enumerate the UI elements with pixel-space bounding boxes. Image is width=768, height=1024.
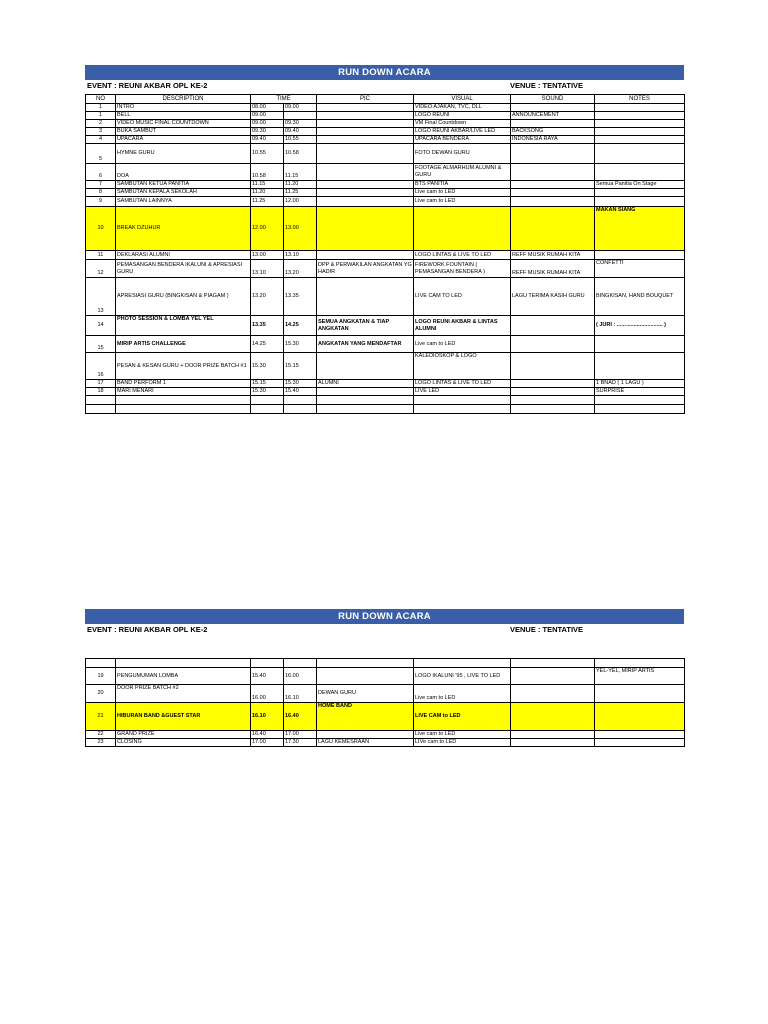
row-no: 22 [86,731,116,739]
row-visual [414,207,511,251]
row-visual: Live cam to LED [414,685,511,703]
row-time-end: 13.10 [284,251,317,260]
row-notes: MAKAN SIANG [595,207,685,251]
header-sound: SOUND [511,95,595,104]
table-header-row [86,95,685,104]
row-description: PHOTO SESSION & LOMBA YEL YEL [116,316,251,336]
rundown-sheet-2 [85,609,684,747]
table-row [86,164,685,181]
table-row-highlight [86,207,685,251]
row-description: PENGUMUMAN LOMBA [116,668,251,685]
row-sound [511,189,595,197]
row-description: SAMBUTAN KETUA PANITIA [116,181,251,189]
row-time-start: 13.10 [251,260,284,278]
row-description: DEKLARASI ALUMNI [116,251,251,260]
row-pic: ALUMNI [317,380,414,388]
venue-label: VENUE : TENTATIVE [510,81,584,90]
row-sound [511,703,595,731]
row-description: INTRO [116,104,251,112]
row-sound [511,739,595,747]
table-row [86,380,685,388]
row-sound [511,668,595,685]
empty-row [86,659,685,668]
row-notes: BINGKISAN, HAND BOUQUET [595,278,685,316]
row-notes [595,197,685,207]
row-time-end: 12.00 [284,197,317,207]
row-time-start: 09.40 [251,136,284,144]
row-time-start: 16.10 [251,703,284,731]
row-no: 3 [86,128,116,136]
row-time-start: 17.00 [251,739,284,747]
table-row [86,189,685,197]
row-no: 20 [86,685,116,703]
row-visual: Live cam to LED [414,189,511,197]
table-row [86,181,685,189]
row-time-start: 15.30 [251,353,284,380]
row-notes [595,739,685,747]
table-row [86,278,685,316]
row-visual: FOTO DEWAN GURU [414,144,511,164]
table-row [86,739,685,747]
table-row [86,128,685,136]
row-no: 9 [86,197,116,207]
row-time-end: 13.00 [284,207,317,251]
row-notes [595,336,685,353]
row-notes [595,136,685,144]
row-sound: REFF MUSIK RUMAH KITA [511,251,595,260]
row-sound: REFF MUSIK RUMAH KITA [511,260,595,278]
row-time-end [284,112,317,120]
row-visual: LOGO LINTAS & LIVE TO LED [414,251,511,260]
row-sound [511,164,595,181]
row-description: BAND PERFORM 1 [116,380,251,388]
row-pic: DEWAN GURU [317,685,414,703]
header-notes: NOTES [595,95,685,104]
row-visual: FOOTAGE ALMARHUM ALUMNI & GURU [414,164,511,181]
row-pic: LAGU KEMESRAAN [317,739,414,747]
row-description: DOA [116,164,251,181]
row-visual: LIVE CAM to LED [414,703,511,731]
row-time-end: 15.30 [284,380,317,388]
row-notes [595,703,685,731]
row-time-end: 17.30 [284,739,317,747]
row-description: BELL [116,112,251,120]
table-row [86,668,685,685]
row-time-end: 15.40 [284,388,317,396]
row-pic [317,207,414,251]
row-pic [317,120,414,128]
row-no: 17 [86,380,116,388]
row-pic [317,164,414,181]
row-visual: LIVE CAM TO LED [414,278,511,316]
row-sound [511,181,595,189]
row-sound [511,388,595,396]
row-no: 8 [86,189,116,197]
row-time-start: 09.00 [251,112,284,120]
row-description: VIDEO MUSIC FINAL COUNTDOWN [116,120,251,128]
row-time-end: 09.30 [284,120,317,128]
row-visual: UPACARA BENDERA [414,136,511,144]
row-description: SAMBUTAN KEPALA SEKOLAH [116,189,251,197]
table-row-highlight [86,703,685,731]
row-visual: FIREWORK FOUNTAIN ( PEMASANGAN BENDERA ) [414,260,511,278]
row-time-start: 13.00 [251,251,284,260]
row-time-end: 15.30 [284,336,317,353]
row-time-start: 16.00 [251,685,284,703]
row-notes [595,685,685,703]
row-description: PESAN & KESAN GURU + DOOR PRIZE BATCH #1 [116,353,251,380]
row-description: SAMBUTAN LAINNYA [116,197,251,207]
table-row [86,388,685,396]
row-description: MIRIP ARTIS CHALLENGE [116,336,251,353]
row-sound [511,336,595,353]
row-time-start: 11.20 [251,189,284,197]
row-sound [511,316,595,336]
row-time-end: 16.40 [284,703,317,731]
row-notes [595,112,685,120]
row-visual: LOGO REUNI AKBAR/LIVE LED [414,128,511,136]
row-visual: BTS PANITIA [414,181,511,189]
row-no: 18 [86,388,116,396]
row-time-end: 11.20 [284,181,317,189]
header-description: DESCRIPTION [116,95,251,104]
row-description: HIBURAN BAND &GUEST STAR [116,703,251,731]
row-no: 13 [86,278,116,316]
empty-row [86,405,685,414]
table-row [86,731,685,739]
row-time-start: 16.40 [251,731,284,739]
row-pic [317,388,414,396]
row-visual: LOGO REUNI AKBAR & LINTAS ALUMNI [414,316,511,336]
row-notes: Semua Panitia On Stage [595,181,685,189]
row-time-start: 10.55 [251,144,284,164]
event-info-line [85,80,684,94]
row-sound [511,353,595,380]
row-time-start: 15.30 [251,388,284,396]
row-notes [595,104,685,112]
header-visual: VISUAL [414,95,511,104]
event-label: EVENT : REUNI AKBAR OPL KE-2 [87,625,208,634]
row-pic: HOME BAND [317,703,414,731]
row-sound [511,197,595,207]
row-notes: YEL-YEL, MIRIP ARTIS [595,668,685,685]
event-info-line [85,624,684,638]
row-sound [511,685,595,703]
row-time-start: 11.25 [251,197,284,207]
event-label: EVENT : REUNI AKBAR OPL KE-2 [87,81,208,90]
row-pic [317,197,414,207]
row-time-start: 15.15 [251,380,284,388]
row-time-start: 12.00 [251,207,284,251]
row-time-end: 16.10 [284,685,317,703]
row-no: 4 [86,136,116,144]
row-notes [595,128,685,136]
row-time-end: 11.25 [284,189,317,197]
row-no: 16 [86,353,116,380]
row-description: HYMNE GURU [116,144,251,164]
row-time-start: 15.40 [251,668,284,685]
row-notes [595,731,685,739]
row-visual: LIVE LED [414,388,511,396]
table-row [86,120,685,128]
row-sound: INDONESIA RAYA [511,136,595,144]
row-sound [511,731,595,739]
row-no: 11 [86,251,116,260]
row-no: 7 [86,181,116,189]
row-no: 14 [86,316,116,336]
row-notes [595,189,685,197]
table-row [86,353,685,380]
row-sound [511,207,595,251]
table-row [86,112,685,120]
row-pic [317,189,414,197]
sheet-title-banner: RUN DOWN ACARA [85,609,684,624]
row-description: DOOR PRIZE BATCH #2 [116,685,251,703]
row-description: CLOSING [116,739,251,747]
row-pic [317,136,414,144]
row-no: 10 [86,207,116,251]
row-pic: ANGKATAN YANG MENDAFTAR [317,336,414,353]
row-pic [317,278,414,316]
header-no: NO [86,95,116,104]
row-no: 19 [86,668,116,685]
row-time-end: 09.00 [284,104,317,112]
row-pic [317,128,414,136]
row-notes: ( JURI : .............................. ) [595,316,685,336]
row-sound [511,120,595,128]
row-description: BUKA SAMBUT [116,128,251,136]
row-time-end: 10.55 [284,136,317,144]
row-time-end: 14.25 [284,316,317,336]
table-row [86,144,685,164]
row-visual: Live cam to LED [414,197,511,207]
row-notes: CONFETTI [595,260,685,278]
row-time-end: 16.00 [284,668,317,685]
row-visual: LIVe cam to LED [414,739,511,747]
row-time-end: 15.15 [284,353,317,380]
row-description: UPACARA [116,136,251,144]
row-visual: KALEDIOSKOP & LOGO [414,353,511,380]
empty-row [86,396,685,405]
rundown-table-2 [85,658,685,747]
venue-label: VENUE : TENTATIVE [510,625,584,634]
row-pic: DPP & PERWAKILAN ANGKATAN YG HADIR [317,260,414,278]
row-time-end: 11.15 [284,164,317,181]
row-time-end: 13.35 [284,278,317,316]
header-pic: PIC [317,95,414,104]
table-row [86,685,685,703]
row-visual: Live cam to LED [414,731,511,739]
row-time-start: 13.35 [251,316,284,336]
table-row [86,260,685,278]
row-notes [595,164,685,181]
row-time-start: 09.00 [251,120,284,128]
sheet-title-banner: RUN DOWN ACARA [85,65,684,80]
row-time-start: 10.58 [251,164,284,181]
row-no: 12 [86,260,116,278]
row-description: APRESIASI GURU (BINGKISAN & PIAGAM ) [116,278,251,316]
header-time: TIME [251,95,317,104]
table-row [86,251,685,260]
row-description: PEMASANGAN BENDERA IKALUNI & APRESIASI GURU [116,260,251,278]
table-row [86,104,685,112]
row-no: 2 [86,120,116,128]
row-time-start: 14.25 [251,336,284,353]
row-notes [595,120,685,128]
row-sound: BACKSONG [511,128,595,136]
row-notes [595,144,685,164]
row-no: 1 [86,112,116,120]
row-sound [511,380,595,388]
row-visual: VIDEO AJAKAN, TVC, DLL [414,104,511,112]
row-no: 6 [86,164,116,181]
table-row [86,136,685,144]
row-description: GRAND PRIZE [116,731,251,739]
row-description: BREAK DZUHUR [116,207,251,251]
row-time-start: 11.15 [251,181,284,189]
row-pic: SEMUA ANGKATAN & TIAP ANGKATAN [317,316,414,336]
row-sound: ANNOUNCEMENT [511,112,595,120]
row-no: 5 [86,144,116,164]
row-visual: LOGO REUNI [414,112,511,120]
row-notes: SURPRISE [595,388,685,396]
row-pic [317,144,414,164]
row-visual: Live cam to LED [414,336,511,353]
row-sound [511,144,595,164]
rundown-sheet-1 [85,65,684,414]
row-no: 1 [86,104,116,112]
row-time-end: 13.20 [284,260,317,278]
row-time-end: 09.40 [284,128,317,136]
row-notes: 1 BNAD ( 1 LAGU ) [595,380,685,388]
row-notes [595,251,685,260]
row-pic [317,181,414,189]
row-visual: VM Final Countdown [414,120,511,128]
table-row [86,316,685,336]
row-no: 23 [86,739,116,747]
row-sound [511,104,595,112]
row-time-start: 08.00 [251,104,284,112]
row-no: 15 [86,336,116,353]
table-row [86,197,685,207]
row-time-end: 10.58 [284,144,317,164]
row-description: MARI MENARI [116,388,251,396]
row-no: 21 [86,703,116,731]
row-visual: LOGO LINTAS & LIVE TO LED [414,380,511,388]
row-time-start: 09.30 [251,128,284,136]
row-visual: LOGO IKALUNI '95 , LIVE TO LED [414,668,511,685]
table-row [86,336,685,353]
row-pic [317,112,414,120]
row-pic [317,731,414,739]
row-sound: LAGU TERIMA KASIH GURU [511,278,595,316]
row-pic [317,104,414,112]
row-time-start: 13.20 [251,278,284,316]
row-pic [317,251,414,260]
row-time-end: 17.00 [284,731,317,739]
row-notes [595,353,685,380]
row-pic [317,668,414,685]
row-pic [317,353,414,380]
rundown-table-1 [85,94,685,414]
